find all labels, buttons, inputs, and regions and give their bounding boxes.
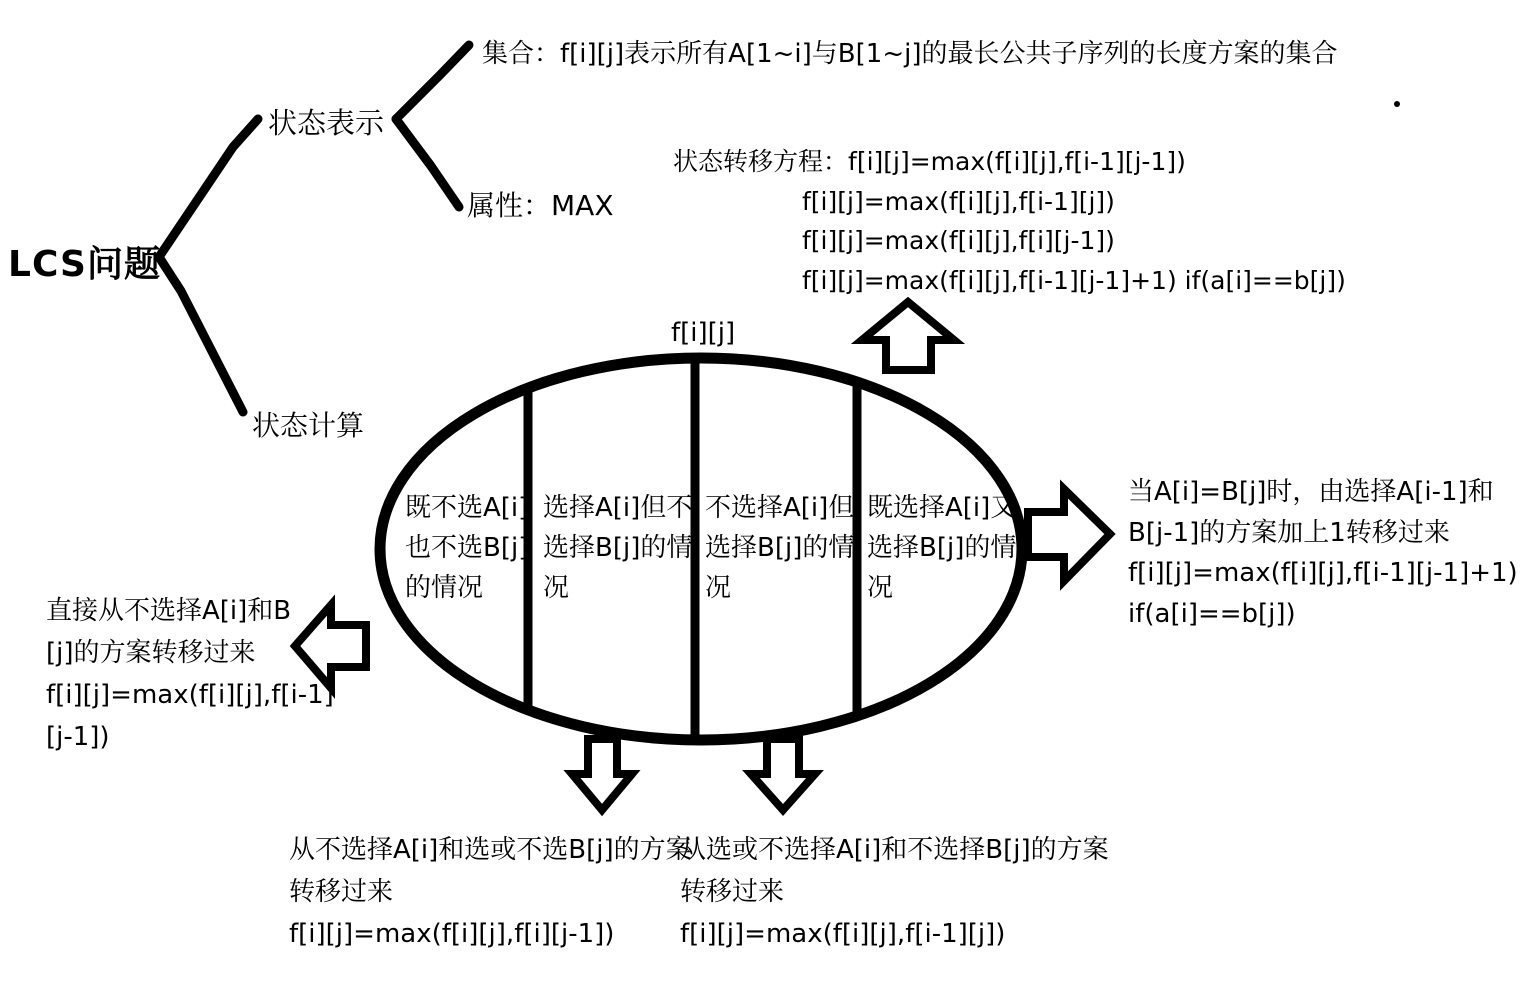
root-title: LCS问题 [8, 244, 161, 285]
annotation-line: 转移过来 [680, 877, 785, 907]
ellipse-section-neither-selected [405, 488, 528, 608]
section-line: 选择B[j]的情 [705, 533, 855, 563]
annotation-line: 从不选择A[i]和选或不选B[j]的方案 [289, 835, 692, 865]
transition-eq-4: f[i][j]=max(f[i][j],f[i-1][j-1]+1) if(a[i]==b[j]) [802, 265, 1346, 295]
annotation-line: B[j-1]的方案加上1转移过来 [1128, 517, 1450, 548]
section-line: 既选择A[i]又 [867, 493, 1017, 523]
branch-line-root-to-calculation [159, 257, 243, 412]
branch-line-representation-to-attribute [396, 119, 459, 207]
transition-eq-1: f[i][j]=max(f[i][j],f[i-1][j-1]) [848, 147, 1186, 176]
branch-state-calculation: 状态计算 [252, 409, 365, 442]
leaf-attribute-max: 属性：MAX [467, 189, 614, 222]
ellipse-section-both-selected [867, 488, 1016, 608]
section-line: 既不选A[i] [405, 493, 529, 523]
section-line: 选择B[j]的情 [543, 533, 693, 563]
leaf-set-definition: 集合：f[i][j]表示所有A[1~i]与B[1~j]的最长公共子序列的长度方案的集合 [482, 39, 1338, 69]
transition-equation-row-1 [673, 142, 1346, 182]
annotation-line: 转移过来 [289, 877, 394, 907]
annotation-bottom-right [680, 829, 1109, 955]
transition-label: 状态转移方程： [673, 147, 849, 176]
stray-dot [1394, 101, 1400, 107]
annotation-line: 直接从不选择A[i]和B [46, 596, 292, 626]
section-line: 况 [705, 573, 732, 603]
annotation-line: 从选或不选择A[i]和不选择B[j]的方案 [680, 835, 1109, 865]
annotation-line: f[i][j]=max(f[i][j],f[i-1][j]) [680, 919, 1006, 949]
annotation-line: [j]的方案转移过来 [46, 638, 256, 668]
section-line: 况 [543, 573, 570, 603]
down-arrow-left-icon [572, 739, 632, 810]
transition-equations-block [673, 142, 1346, 300]
section-line: 选择A[i]但不 [543, 493, 693, 523]
annotation-line: f[i][j]=max(f[i][j],f[i-1] [46, 680, 334, 710]
down-arrow-right-icon [751, 739, 815, 810]
section-line: 不选择A[i]但 [705, 493, 855, 523]
ellipse-section-a-only-selected [543, 488, 692, 608]
section-line: 也不选B[j] [405, 533, 529, 563]
ellipse-section-b-only-selected [705, 488, 854, 608]
branch-line-root-to-representation [159, 119, 258, 257]
annotation-right [1128, 472, 1518, 634]
branch-state-representation: 状态表示 [268, 106, 385, 140]
transition-eq-3: f[i][j]=max(f[i][j],f[i][j-1]) [802, 226, 1115, 255]
ellipse-state-label: f[i][j] [671, 318, 736, 348]
annotation-left [46, 590, 334, 758]
branch-line-representation-to-set [396, 45, 469, 119]
section-line: 选择B[j]的情 [867, 533, 1017, 563]
annotation-line: if(a[i]==b[j]) [1128, 598, 1296, 629]
section-line: 况 [867, 573, 894, 603]
up-arrow-icon [862, 302, 954, 370]
annotation-line: [j-1]) [46, 722, 110, 752]
right-arrow-icon [1028, 489, 1110, 581]
annotation-line: f[i][j]=max(f[i][j],f[i-1][j-1]+1) [1128, 558, 1518, 588]
transition-eq-2: f[i][j]=max(f[i][j],f[i-1][j]) [802, 186, 1115, 216]
section-line: 的情况 [405, 573, 484, 603]
annotation-line: 当A[i]=B[j]时，由选择A[i-1]和 [1128, 477, 1494, 507]
annotation-line: f[i][j]=max(f[i][j],f[i][j-1]) [289, 919, 615, 949]
annotation-bottom-left [289, 829, 692, 955]
